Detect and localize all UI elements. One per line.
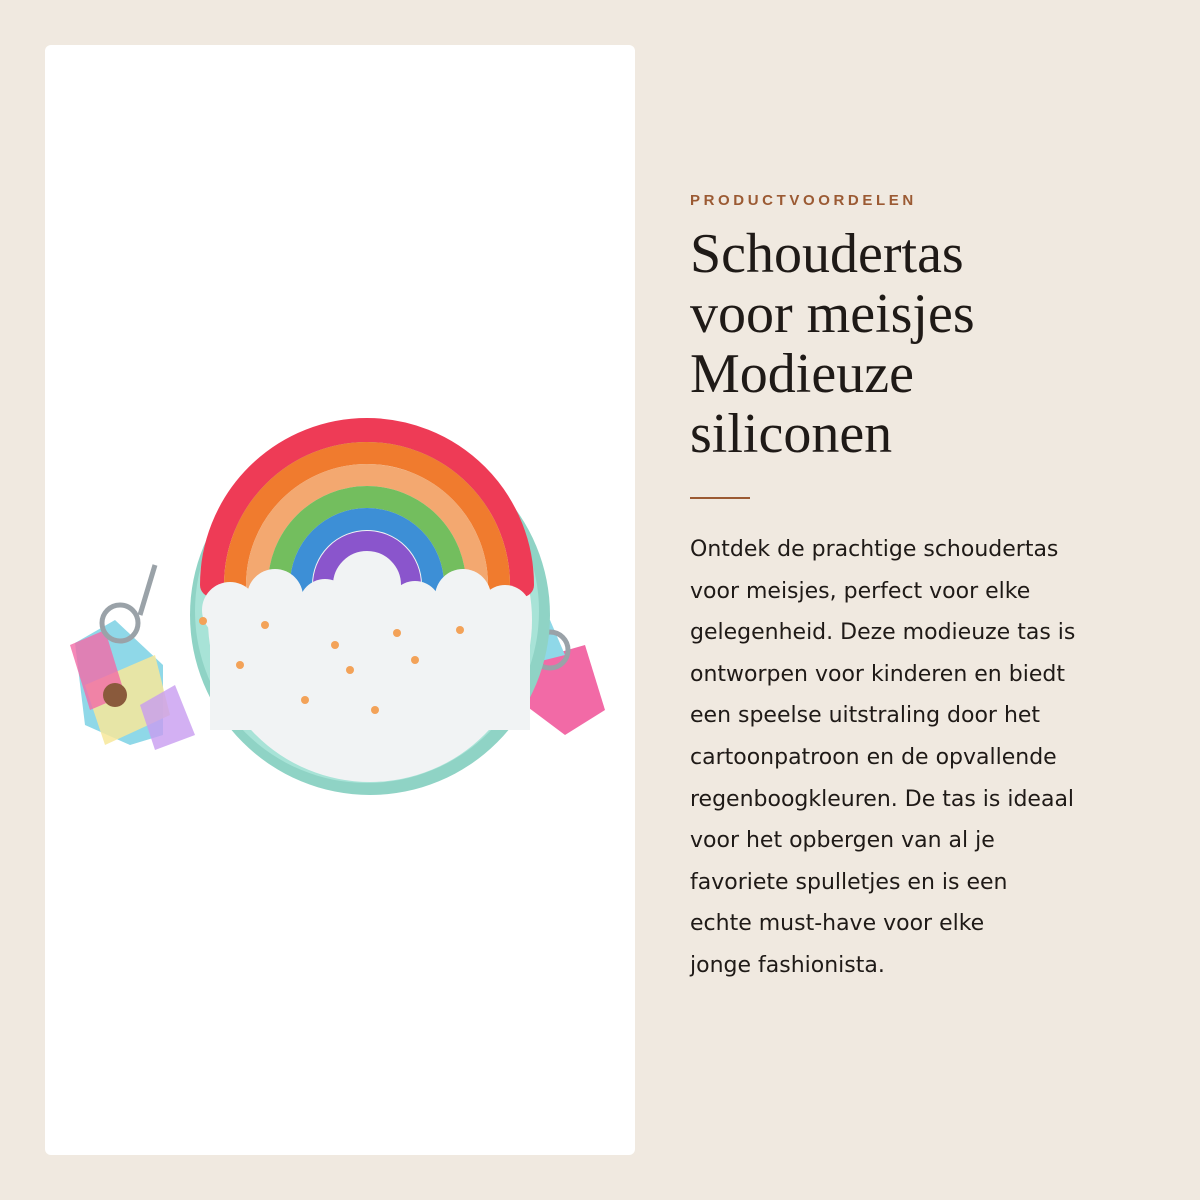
- description-line: ontworpen voor kinderen en biedt: [690, 661, 1065, 687]
- description-line: Ontdek de prachtige schoudertas: [690, 537, 1059, 562]
- cloud: [202, 569, 531, 730]
- description-line: echte must-have voor elke: [690, 911, 985, 937]
- description-line: regenboogkleuren. De tas is ideaal: [690, 786, 1075, 812]
- description-line: jonge fashionista.: [690, 952, 885, 978]
- title-line: Modieuze: [690, 343, 914, 405]
- description-line: voor het opbergen van al je: [690, 828, 995, 854]
- description-line: cartoonpatroon en de opvallende: [690, 744, 1057, 770]
- benefits-text: [690, 190, 1170, 987]
- title-line: siliconen: [690, 403, 893, 465]
- title-line: voor meisjes: [690, 283, 975, 345]
- description-line: voor meisjes, perfect voor elke: [690, 578, 1031, 604]
- product-description: [690, 529, 1150, 987]
- product-title: [690, 224, 1090, 464]
- divider: [690, 497, 750, 499]
- description-line: gelegenheid. Deze modieuze tas is: [690, 620, 1076, 646]
- strap-left: [70, 620, 195, 750]
- title-line: Schoudertas: [690, 223, 964, 285]
- product-image: [45, 45, 635, 1155]
- product-image-card: [45, 45, 635, 1155]
- description-line: favoriete spulletjes en is een: [690, 869, 1008, 895]
- description-line: een speelse uitstraling door het: [690, 703, 1041, 729]
- eyebrow-label: PRODUCTVOORDELEN: [690, 192, 917, 209]
